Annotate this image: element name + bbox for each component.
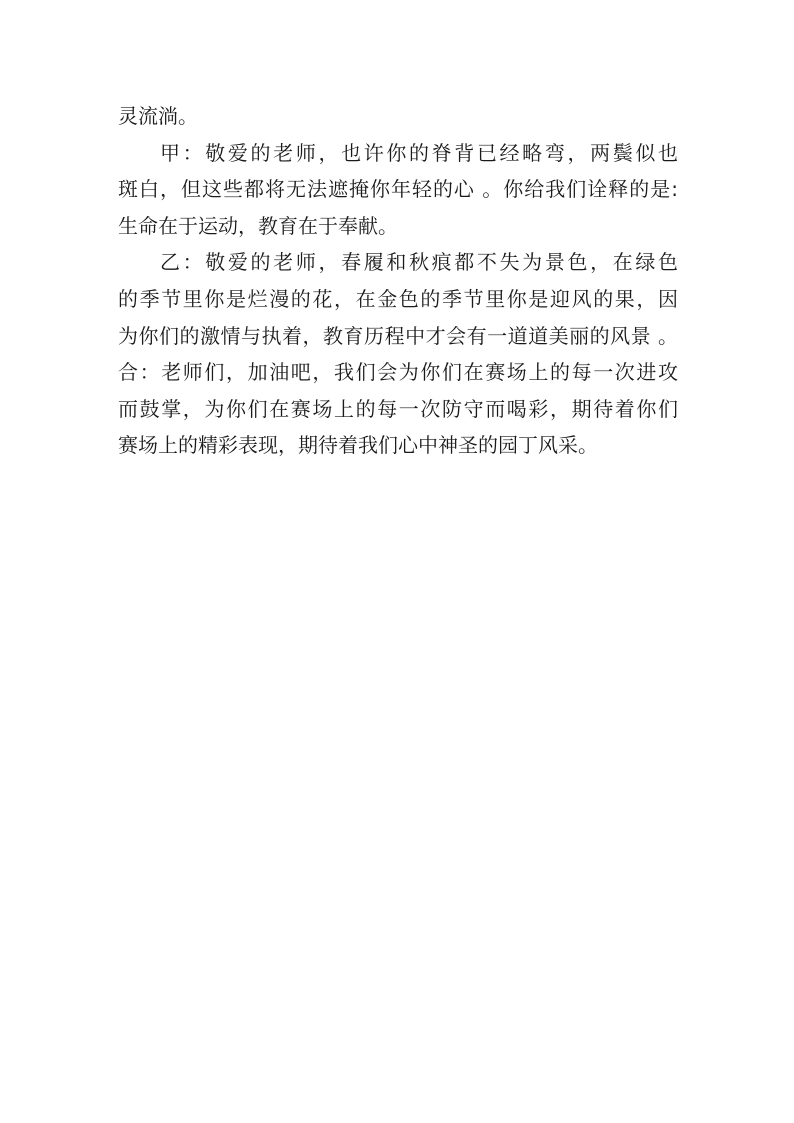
text-line: 乙：敬爱的老师，春履和秋痕都不失为景色，在绿色 — [160, 250, 678, 275]
text-line: 为你们的激情与执着，教育历程中才会有一道道美丽的风景 。 — [118, 323, 678, 348]
text-line: 合：老师们，加油吧，我们会为你们在赛场上的每一次进攻 — [118, 360, 678, 385]
text-line: 赛场上的精彩表现，期待着我们心中神圣的园丁风采。 — [118, 433, 598, 458]
text-line: 生命在于运动，教育在于奉献。 — [118, 213, 398, 238]
body-text — [118, 98, 678, 464]
text-line: 的季节里你是烂漫的花，在金色的季节里你是迎风的果，因 — [118, 286, 678, 311]
text-line: 灵流淌。 — [118, 104, 198, 128]
text-line: 而鼓掌，为你们在赛场上的每一次防守而喝彩，期待着你们 — [118, 396, 678, 421]
text-line: 甲：敬爱的老师，也许你的脊背已经略弯，两鬓似也 — [160, 140, 678, 165]
text-line: 斑白，但这些都将无法遮掩你年轻的心 。你给我们诠释的是: — [118, 177, 678, 202]
